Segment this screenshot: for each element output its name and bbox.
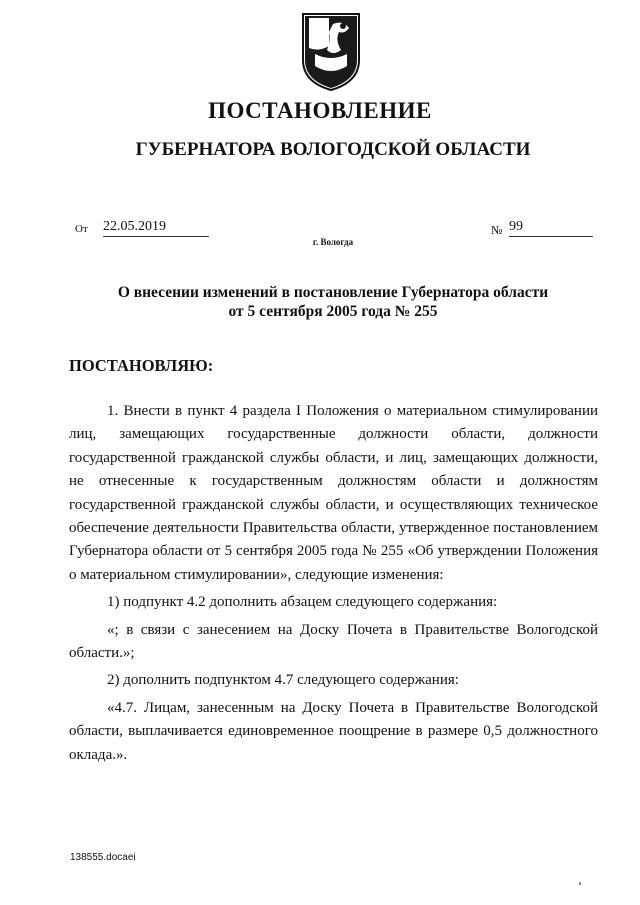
document-date: 22.05.2019 <box>103 219 209 237</box>
document-title: ПОСТАНОВЛЕНИЕ <box>208 98 432 123</box>
subject-line-2: от 5 сентября 2005 года № 255 <box>228 303 438 320</box>
city-label: г. Вологда <box>312 237 354 247</box>
coat-of-arms-icon <box>299 10 363 92</box>
decree-heading: ПОСТАНОВЛЯЮ: <box>69 356 214 375</box>
body-paragraph-4: 2) дополнить подпунктом 4.7 следующего содержания: <box>107 672 459 689</box>
body-paragraph-5: «4.7. Лицам, занесенным на Доску Почета в Правительстве Вологодской области, выплачивается единовременное поощрение в размере 0,5 должностного оклада.». <box>69 699 598 763</box>
body-paragraph-2: 1) подпункт 4.2 дополнить абзацем следующего содержания: <box>107 594 498 611</box>
number-label: № <box>491 223 503 237</box>
body-paragraph-3: «; в связи с занесением на Доску Почета в Правительстве Вологодской области.»; <box>69 621 598 662</box>
scan-artifact <box>579 882 581 885</box>
document-subtitle: ГУБЕРНАТОРА ВОЛОГОДСКОЙ ОБЛАСТИ <box>135 139 531 160</box>
document-subject <box>0 283 640 321</box>
date-label: От <box>75 223 88 235</box>
subject-line-1: О внесении изменений в постановление Губернатора области <box>117 284 549 301</box>
document-body <box>69 400 598 771</box>
document-number: 99 <box>509 219 593 237</box>
body-paragraph-1: 1. Внести в пункт 4 раздела I Положения о материальном стимулировании лиц, замещающих государственные должности области, должности государственной гражданской службы области, и лиц, замещающих должности, не отнесенные к государственным должностям области и должностям государственной гражданской службы области, и осуществляющих техническое обеспечение деятельности Правительства области, утвержденное постановлением Губернатора области от 5 сентября 2005 года № 255 «Об утверждении Положения о материальном стимулировании», следующие изменения: <box>69 403 598 583</box>
document-code: 138555.docaei <box>70 852 136 863</box>
